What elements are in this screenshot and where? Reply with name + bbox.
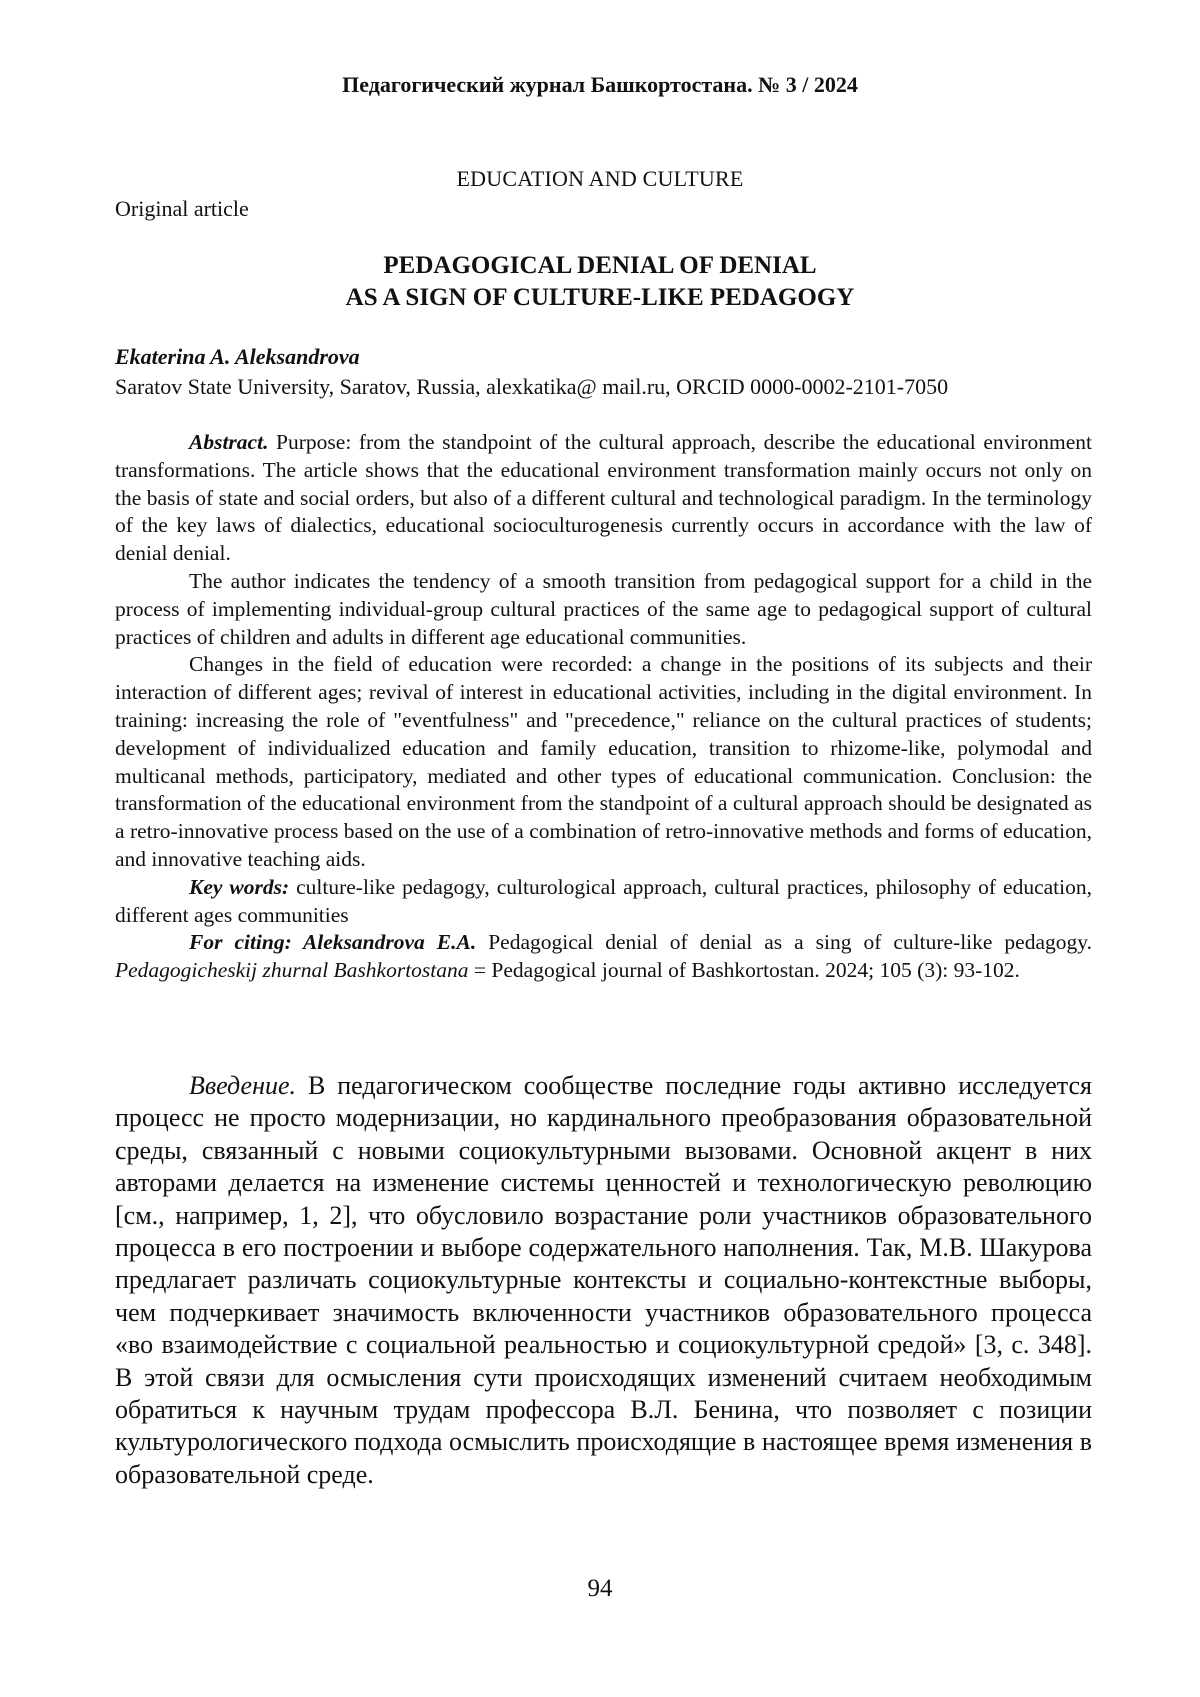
citation-text-2: = Pedagogical journal of Bashkortostan. 2024; 105 (3): 93-102. [468,958,1020,983]
citation-text-1: Pedagogical denial of denial as a sing of culture-like pedagogy. [476,930,1092,955]
page-number: 94 [587,1575,613,1602]
introduction-label: Введение. [189,1071,297,1100]
abstract-paragraph-2: The author indicates the tendency of a smooth transition from pedagogical support for a child in the process of implementing individual-group cultural practices of the same age to pedagogical support of cultural practices of children and adults in different age educational communities. [115,568,1092,649]
journal-running-header: Педагогический журнал Башкортостана. № 3 / 2024 [342,72,858,97]
introduction-paragraph [115,1070,1092,1491]
abstract-paragraph-1 [115,429,1092,568]
author-name: Ekaterina A. Aleksandrova [115,344,360,369]
title-line-2: AS A SIGN OF CULTURE-LIKE PEDAGOGY [345,284,855,311]
citation-journal: Pedagogicheskij zhurnal Bashkortostana [115,958,469,983]
abstract-section [115,429,1092,985]
abstract-text-1: Purpose: from the standpoint of the cultural approach, describe the educational environment transformations. The article shows that the educational environment transformation mainly occurs not only on the basis of state and social orders, but also of a different cultural and technological paradigm. In the terminology of the key laws of dialectics, educational socioculturogenesis currently occurs in accordance with the law of denial denial. [115,430,1092,566]
citation [115,929,1092,985]
abstract-paragraph-3: Changes in the field of education were recorded: a change in the positions of its subjects and their interaction of different ages; revival of interest in educational activities, including in the digital environment. In training: increasing the role of "eventfulness" and "precedence," reliance on the cultural practices of students; development of individualized education and family education, transition to rhizome-like, polymodal and multicanal methods, participatory, mediated and other types of educational communication. Conclusion: the transformation of the educational environment from the standpoint of a cultural approach should be designated as a retro-innovative process based on the use of a combination of retro-innovative methods and forms of education, and innovative teaching aids. [115,652,1092,871]
introduction-text: В педагогическом сообществе последние годы активно исследуется процесс не просто модернизации, но кардинального преобразования образовательной среды, связанный с новыми социокультурными вызовами. Основной акцент в них авторами делается на изменение системы ценностей и технологическую революцию [см., например, 1, 2], что обусловило возрастание роли участников образовательного процесса в его построении и выборе содержательного наполнения. Так, М.В. Шакурова предлагает различать социокультурные контексты и социально-контекстные выборы, чем подчеркивает значимость включенности участников образовательного процесса «во взаимодействие с социальной реальностью и социокультурной средой» [3, с. 348]. В этой связи для осмысления сути происходящих изменений считаем необходимым обратиться к научным трудам профессора В.Л. Бенина, что позволяет с позиции культурологического подхода осмыслить происходящие в настоящее время изменения в образовательной среде. [115,1071,1092,1489]
article-type-label: Original article [115,196,249,221]
author-affiliation: Saratov State University, Saratov, Russia, alexkatika@ mail.ru, ORCID 0000-0002-2101-7050 [115,374,949,399]
citation-label: For citing: Aleksandrova E.A. [189,930,477,955]
keywords [115,874,1092,930]
article-title [0,250,1200,314]
title-line-1: PEDAGOGICAL DENIAL OF DENIAL [383,252,817,279]
keywords-label: Key words: [189,874,290,899]
introduction-section [115,1070,1092,1491]
section-heading: EDUCATION AND CULTURE [456,166,744,191]
abstract-label: Abstract. [189,430,269,454]
keywords-text: culture-like pedagogy, culturological approach, cultural practices, philosophy of education, different ages communities [115,874,1092,927]
